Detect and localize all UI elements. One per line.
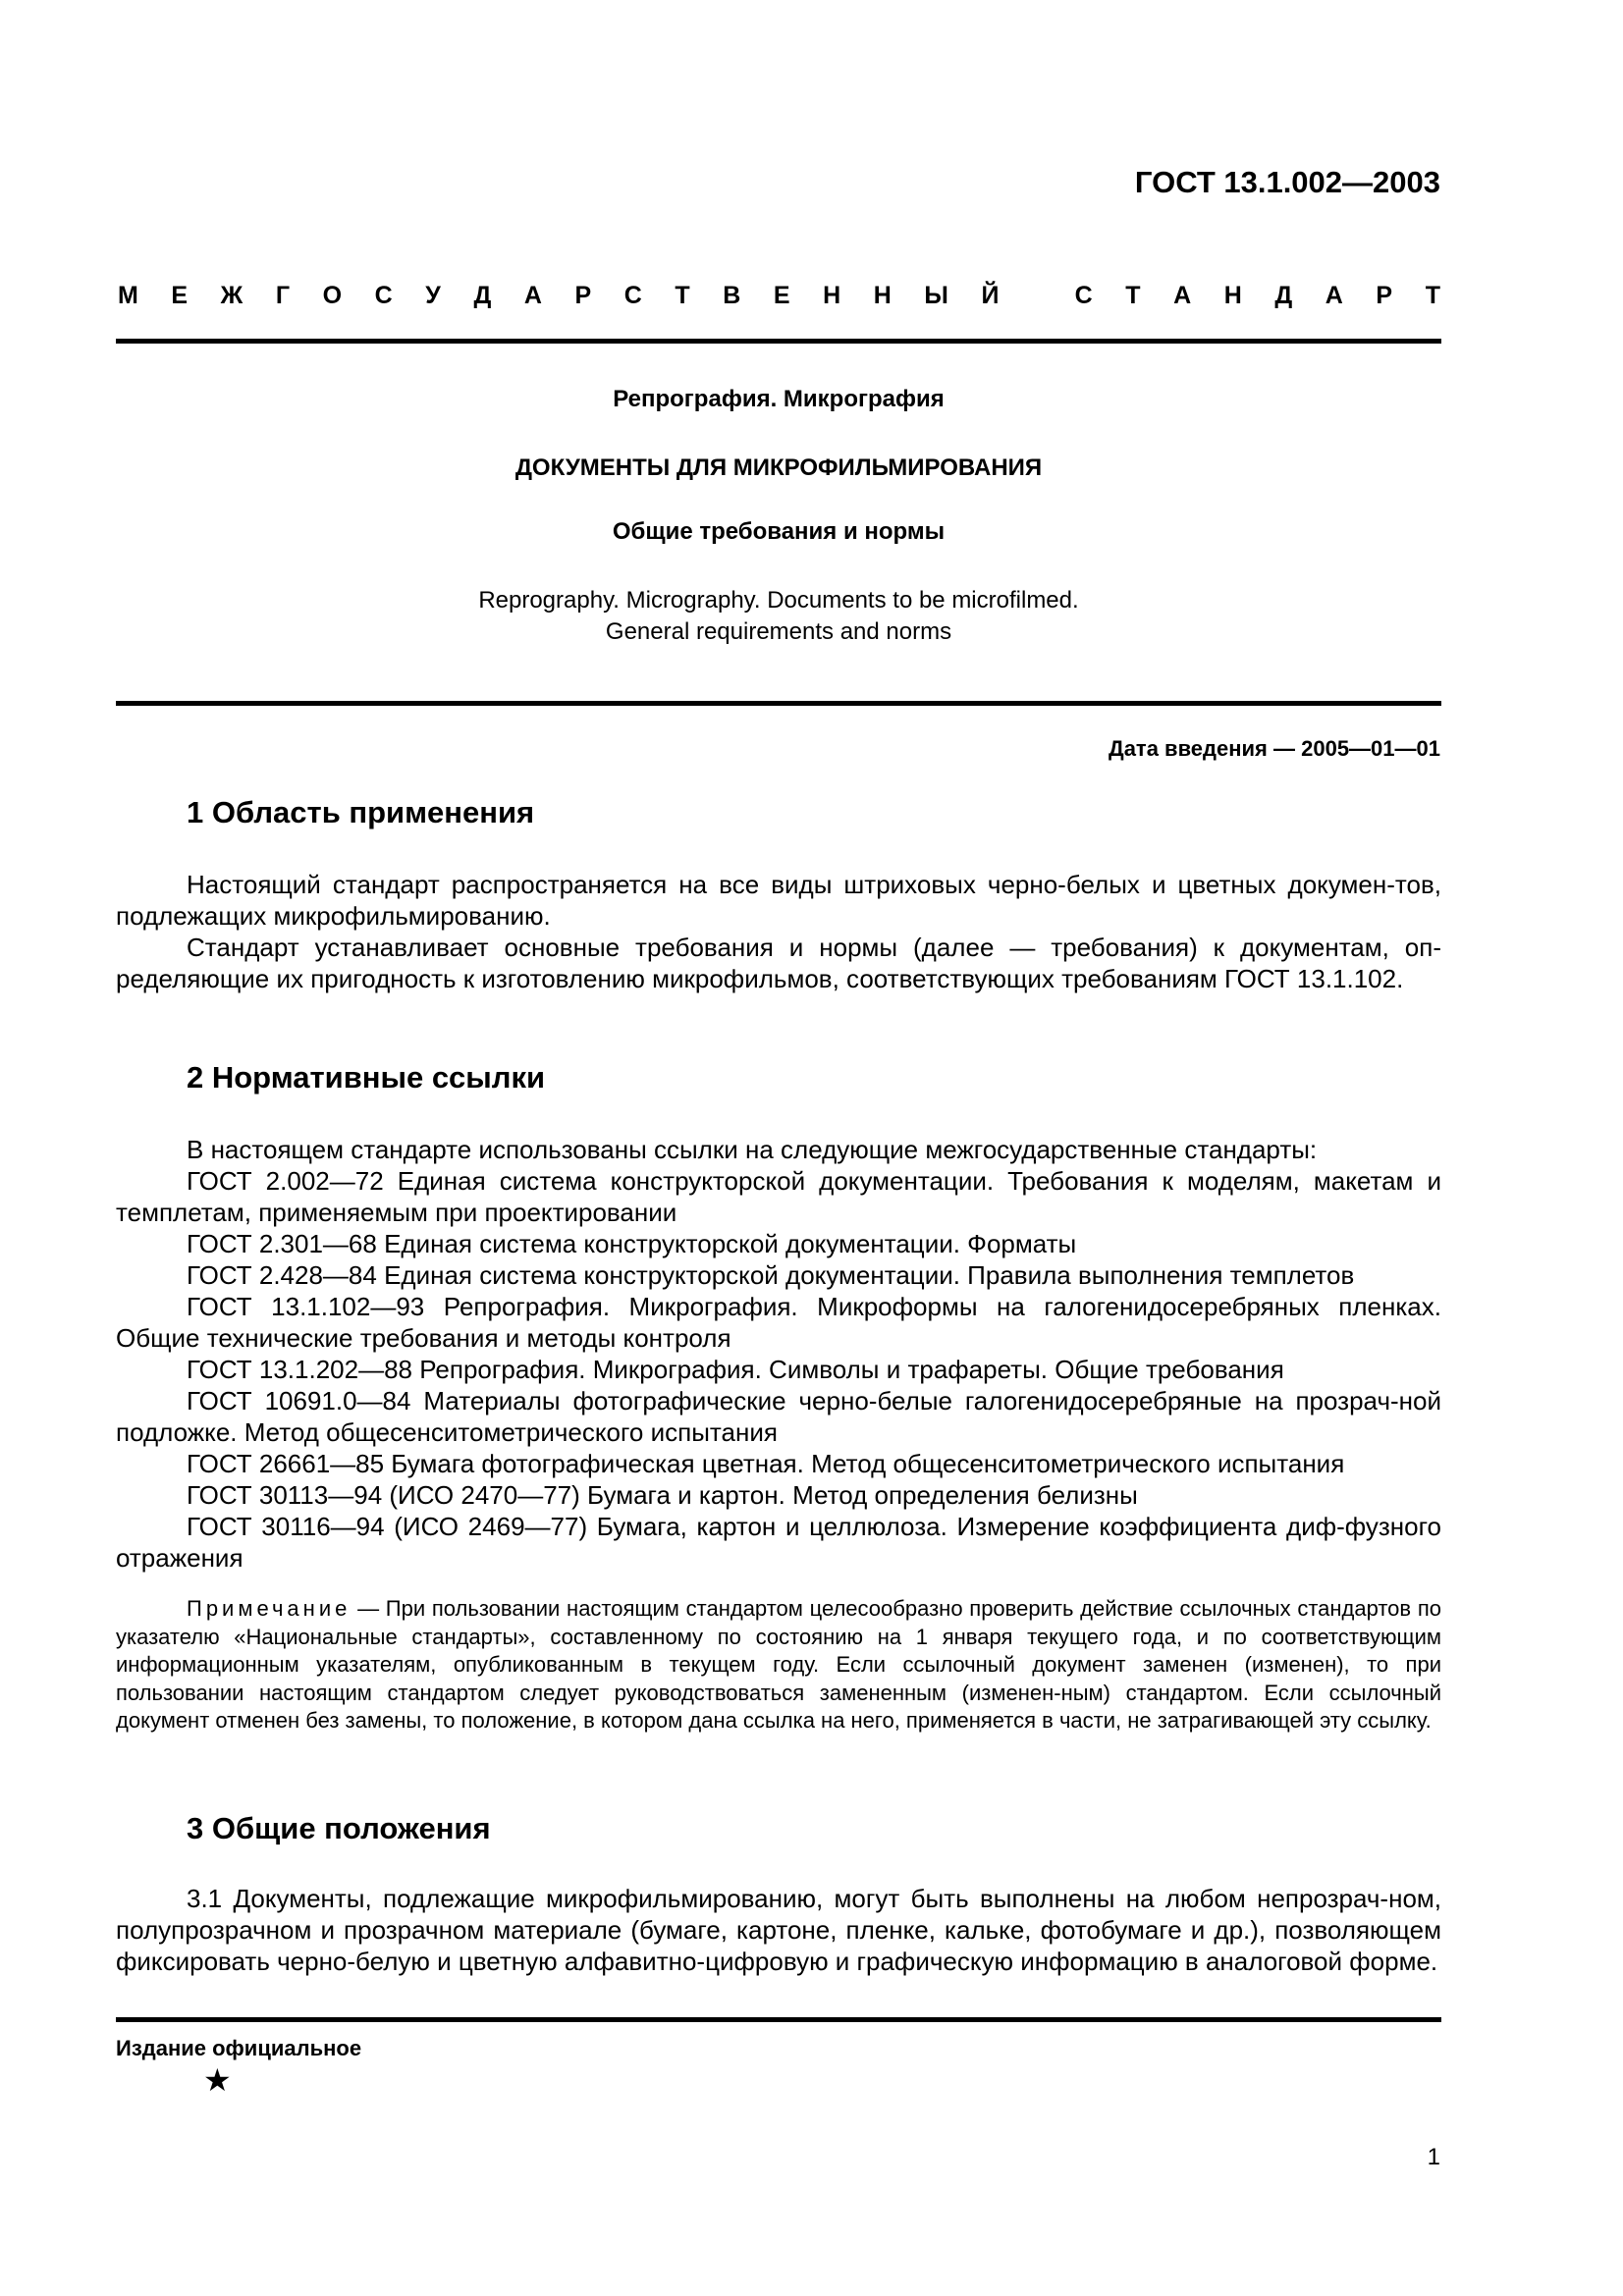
section2-body xyxy=(116,1134,1441,1574)
standard-type-letter: Р xyxy=(574,282,592,309)
reference-item: ГОСТ 2.301—68 Единая система конструкторской документации. Форматы xyxy=(187,1229,1077,1258)
top-rule xyxy=(116,339,1441,344)
standard-type-letter: У xyxy=(425,282,441,309)
reference-item: ГОСТ 30116—94 (ИСО 2469—77) Бумага, картон и целлюлоза. Измерение коэффициента диф-фузного отражения xyxy=(116,1512,1441,1573)
title-english-line2: General requirements and norms xyxy=(605,618,952,645)
introduction-date: Дата введения — 2005—01—01 xyxy=(1109,736,1440,761)
edition-label: Издание официальное xyxy=(116,2036,362,2060)
note-paragraph xyxy=(116,1595,1441,1735)
section1-paragraph: Настоящий стандарт распространяется на все виды штриховых черно-белых и цветных докумен-тов, подлежащих микрофильмированию. xyxy=(116,870,1441,931)
section3-heading: 3 Общие положения xyxy=(187,1811,491,1845)
title-english xyxy=(116,585,1441,648)
standard-type-heading xyxy=(118,282,1440,310)
star-icon: ★ xyxy=(203,2062,232,2098)
section1-paragraph: Стандарт устанавливает основные требования и нормы (далее — требования) к документам, оп-ределяющие их пригодность к изготовлению микрофильмов, соответствующих требованиям ГОСТ 13.1.102. xyxy=(116,933,1441,993)
standard-type-letter: Н xyxy=(1223,282,1242,309)
reference-item: ГОСТ 2.428—84 Единая система конструкторской документации. Правила выполнения темплетов xyxy=(187,1260,1355,1290)
note-text: — При пользовании настоящим стандартом целесообразно проверить действие ссылочных стандартов по указателю «Национальные стандарты», составленному по состоянию на 1 января текущего года, и по соответствующим информационным указателям, опубликованным в текущем году. Если ссылочный документ заменен (изменен), то при пользовании настоящим стандартом следует руководствоваться замененным (изменен-ным) стандартом. Если ссылочный документ отменен без замены, то положение, в котором дана ссылка на него, применяется в части, не затрагивающей эту ссылку. xyxy=(116,1596,1441,1733)
standard-type-letter: Е xyxy=(773,282,790,309)
title-english-line1: Reprography. Micrography. Documents to be microfilmed. xyxy=(478,587,1079,614)
standard-type-letter: Т xyxy=(1425,282,1440,309)
section1-body xyxy=(116,869,1441,994)
page-number: 1 xyxy=(1427,2144,1440,2170)
standard-type-letter: О xyxy=(322,282,343,309)
title-sub: Общие требования и нормы xyxy=(612,518,946,545)
standard-type-letter: В xyxy=(723,282,741,309)
standard-type-letter: Т xyxy=(1125,282,1141,309)
section1-heading: 1 Область применения xyxy=(187,795,535,829)
reference-item: ГОСТ 10691.0—84 Материалы фотографические черно-белые галогенидосеребряные на прозрач-ной подложке. Метод общесенситометрического испытания xyxy=(116,1386,1441,1447)
standard-type-letter: Д xyxy=(1274,282,1293,309)
standard-type-letter: А xyxy=(1173,282,1192,309)
title-rule xyxy=(116,701,1441,706)
standard-type-letter: С xyxy=(1074,282,1093,309)
standard-type-letter: А xyxy=(523,282,542,309)
section2-paragraph: В настоящем стандарте использованы ссылки на следующие межгосударственные стандарты: xyxy=(187,1135,1318,1164)
reference-item: ГОСТ 13.1.102—93 Репрография. Микрография. Микроформы на галогенидосеребряных пленках. Общие технические требования и методы контроля xyxy=(116,1292,1441,1353)
footer-rule xyxy=(116,2017,1441,2022)
reference-item: ГОСТ 2.002—72 Единая система конструкторской документации. Требования к моделям, макетам и темплетам, применяемым при проектировании xyxy=(116,1166,1441,1227)
standard-type-letter: Й xyxy=(981,282,1000,309)
standard-type-letter: Г xyxy=(275,282,291,309)
note-label: Примечание xyxy=(187,1596,352,1621)
standard-type-letter: С xyxy=(374,282,393,309)
section2-heading: 2 Нормативные ссылки xyxy=(187,1060,546,1095)
references-note xyxy=(116,1595,1441,1735)
standard-type-letter: Д xyxy=(473,282,492,309)
standard-type-letter: Е xyxy=(171,282,189,309)
section3-paragraph: 3.1 Документы, подлежащие микрофильмированию, могут быть выполнены на любом непрозрач-ном, полупрозрачном и прозрачном материале (бумаге, картоне, пленке, кальке, фотобумаге и др.), позволяющем фиксировать черно-белую и цветную алфавитно-цифровую и графическую информацию в аналоговой форме. xyxy=(116,1884,1441,1976)
standard-type-letter: Н xyxy=(873,282,892,309)
title-main: ДОКУМЕНТЫ ДЛЯ МИКРОФИЛЬМИРОВАНИЯ xyxy=(514,454,1043,481)
standard-type-letter: Ы xyxy=(924,282,948,309)
reference-item: ГОСТ 30113—94 (ИСО 2470—77) Бумага и картон. Метод определения белизны xyxy=(187,1480,1138,1510)
reference-item: ГОСТ 26661—85 Бумага фотографическая цветная. Метод общесенситометрического испытания xyxy=(187,1449,1345,1478)
standard-type-letter: М xyxy=(118,282,138,309)
title-group: Репрография. Микрография xyxy=(613,386,945,412)
document-code: ГОСТ 13.1.002—2003 xyxy=(1134,165,1440,199)
standard-type-letter: Т xyxy=(675,282,690,309)
reference-item: ГОСТ 13.1.202—88 Репрография. Микрография. Символы и трафареты. Общие требования xyxy=(187,1355,1284,1384)
standard-type-letter xyxy=(1032,282,1042,310)
section3-body xyxy=(116,1883,1441,1977)
standard-type-letter: Р xyxy=(1376,282,1393,309)
standard-type-letter: Н xyxy=(823,282,841,309)
standard-type-letter: А xyxy=(1325,282,1343,309)
standard-type-letter: Ж xyxy=(220,282,243,309)
standard-type-letter: С xyxy=(623,282,642,309)
